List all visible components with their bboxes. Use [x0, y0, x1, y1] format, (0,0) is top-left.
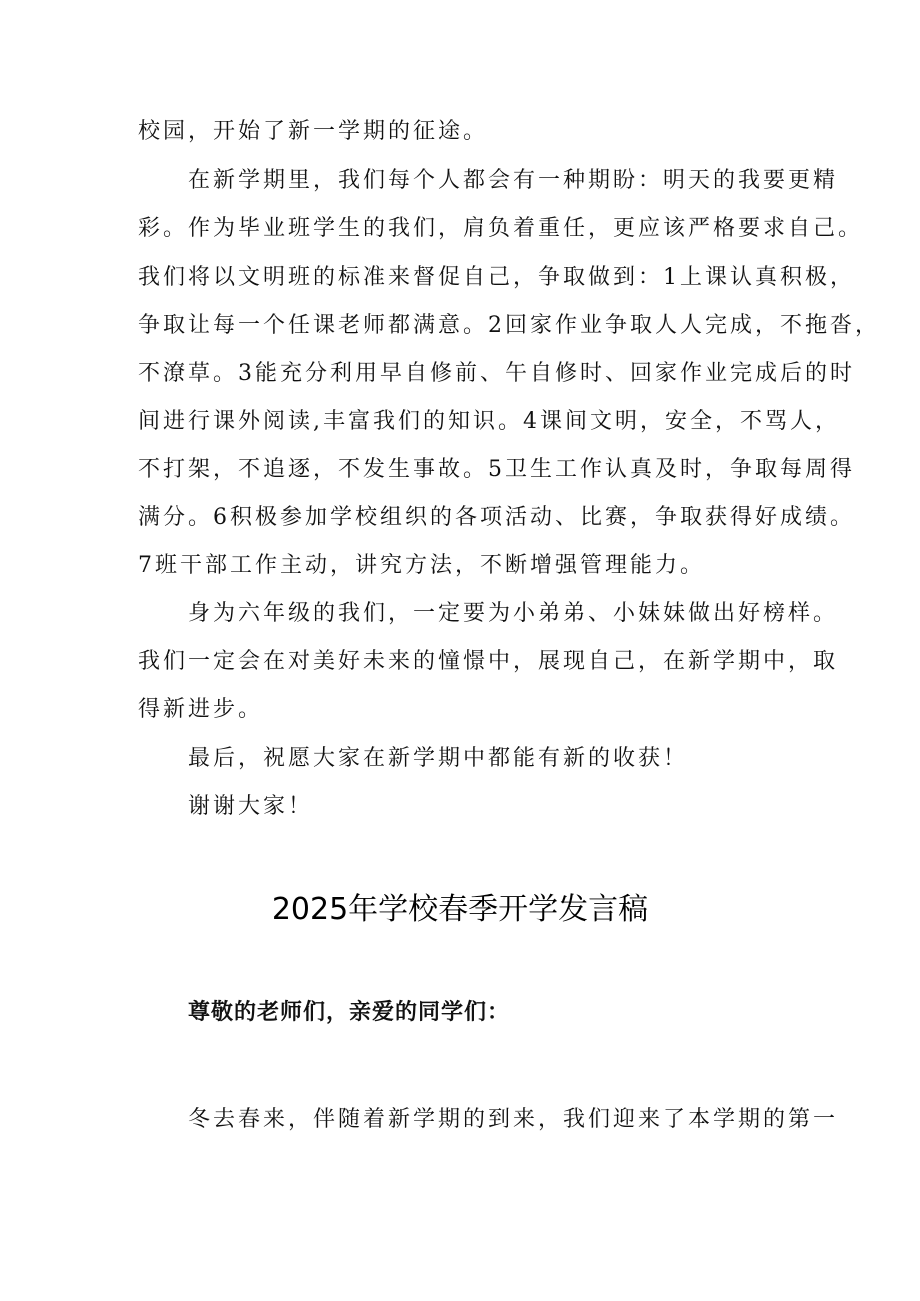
opening-line: 冬去春来，伴随着新学期的到来，我们迎来了本学期的第一 — [188, 1107, 839, 1132]
document-title: 2025年学校春季开学发言稿 — [271, 892, 649, 927]
text-line: 争取让每一个任课老师都满意。2回家作业争取人人完成，不拖沓， — [138, 313, 880, 338]
text-line: 我们将以文明班的标准来督促自己，争取做到：1上课认真积极， — [138, 265, 855, 290]
text-line: 间进行课外阅读,丰富我们的知识。4课间文明，安全，不骂人， — [138, 409, 840, 434]
salutation: 尊敬的老师们，亲爱的同学们： — [188, 1000, 511, 1025]
text-line: 最后，祝愿大家在新学期中都能有新的收获！ — [188, 746, 689, 771]
text-line: 不潦草。3能充分利用早自修前、午自修时、回家作业完成后的时 — [138, 361, 855, 386]
text-line: 在新学期里，我们每个人都会有一种期盼：明天的我要更精 — [188, 168, 839, 193]
text-line: 校园，开始了新一学期的征途。 — [138, 119, 489, 144]
text-line: 满分。6积极参加学校组织的各项活动、比赛，争取获得好成绩。 — [138, 505, 855, 530]
text-line: 彩。作为毕业班学生的我们，肩负着重任，更应该严格要求自己。 — [138, 216, 864, 241]
text-line: 身为六年级的我们，一定要为小弟弟、小妹妹做出好榜样。 — [188, 601, 839, 626]
text-line: 不打架，不追逐，不发生事故。5卫生工作认真及时，争取每周得 — [138, 457, 855, 482]
text-line: 得新进步。 — [138, 697, 264, 722]
text-line: 我们一定会在对美好未来的憧憬中，展现自己，在新学期中，取 — [138, 649, 839, 674]
text-line: 谢谢大家！ — [188, 794, 314, 819]
text-line: 7班干部工作主动，讲究方法，不断增强管理能力。 — [138, 553, 705, 578]
